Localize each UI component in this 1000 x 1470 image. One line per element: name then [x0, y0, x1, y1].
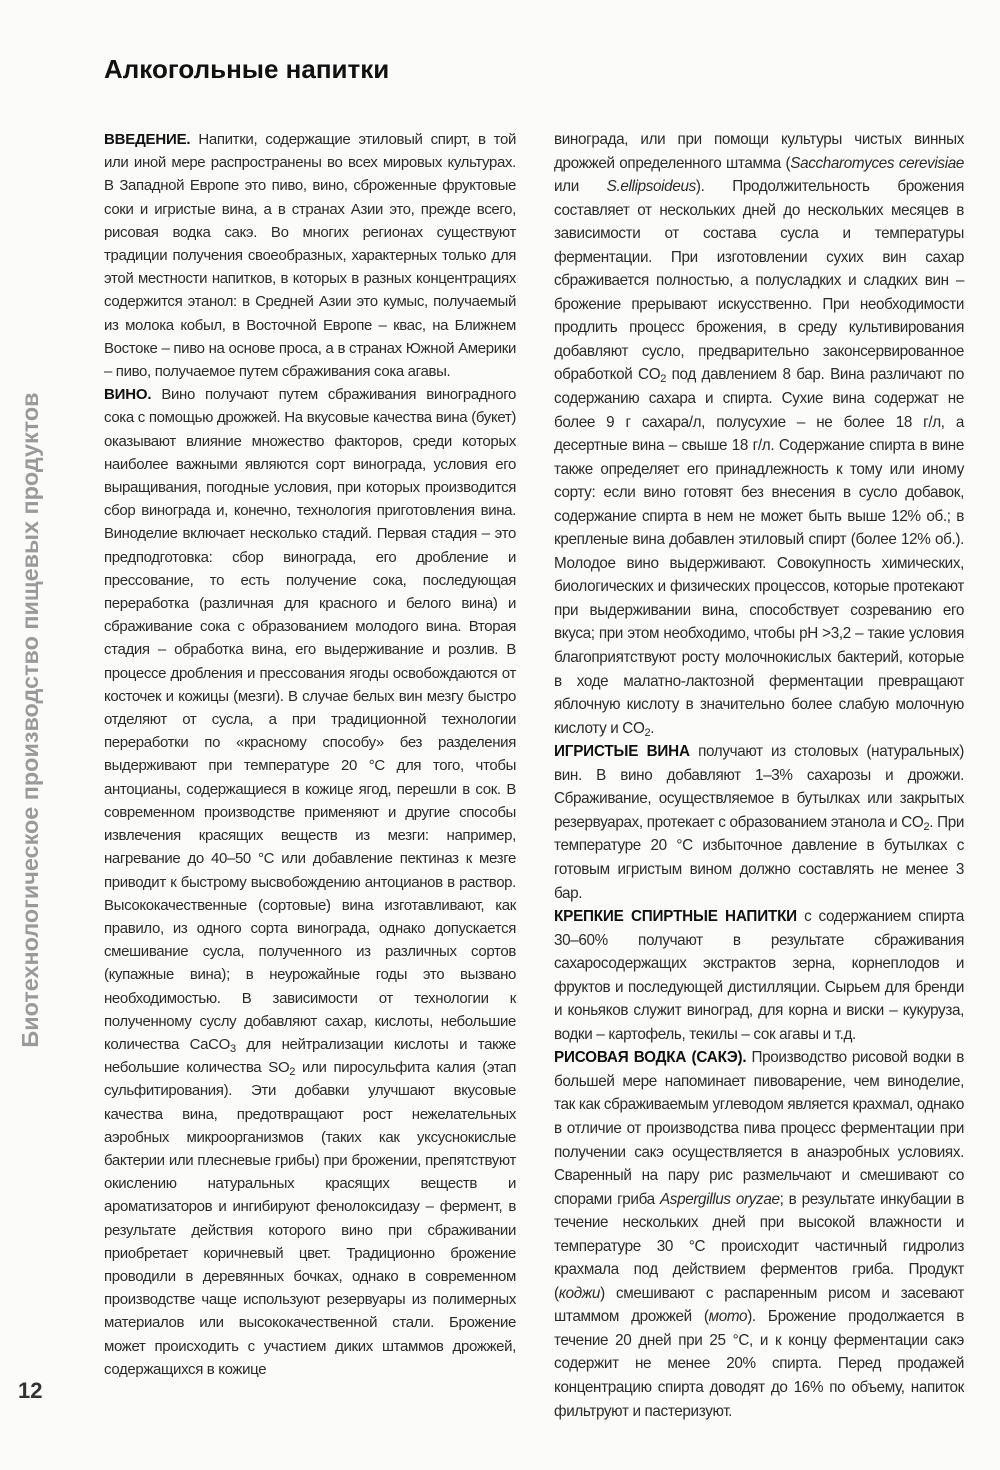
paragraph-sake: [554, 1046, 964, 1423]
term-italic: мото: [708, 1308, 748, 1326]
paragraph-sparkling-wine: [554, 740, 964, 905]
paragraph-spirits: [554, 905, 964, 1046]
subscript: 2: [644, 726, 651, 739]
subscript: 2: [660, 373, 666, 386]
section-keyword: РИСОВАЯ ВОДКА (САКЭ).: [554, 1049, 747, 1067]
paragraph-text: Производство рисовой водки в большей мере напоминает пивоварение, чем виноделие, так как сбраживаемым углеводом является крахмал, однако в отличие от производства пива процесс ферментации при получении сакэ осуществляется в анаэробных условиях. Сваренный на пару рис размельчают и смешивают со спорами гриба: [554, 1049, 965, 1208]
paragraph-wine: [104, 383, 516, 1381]
section-keyword: ИГРИСТЫЕ ВИНА: [554, 743, 690, 761]
paragraph-wine-continued: [554, 128, 964, 740]
paragraph-text: или пиросульфита калия (этап сульфитирования). Эти добавки улучшают вкусовые качества вина, предотвращают рост нежелательных аэробных микроорганизмов (таких как уксуснокислые бактерии или плесневые грибы) при брожении, препятствуют окислению натуральных красящих веществ и ароматизаторов и ингибируют фенолоксидазу – фермент, в результате действия которого вино при сбраживании приобретает коричневый цвет. Традиционно брожение проводили в деревянных бочках, однако в современном производстве чаще используют резервуары из полимерных материалов или высококачественной стали. Брожение может происходить с участием диких штаммов дрожжей, содержащихся в кожице: [104, 1059, 516, 1378]
running-head-vertical: Биотехнологическое производство пищевых продуктов: [17, 392, 43, 1048]
paragraph-text: для нейтрализации кислоты и также небольшие количества SO: [104, 1035, 516, 1077]
text-column-left: [104, 128, 516, 1381]
text-column-right: [554, 128, 964, 1423]
paragraph-text: получают из столовых (натуральных) вин. В вино добавляют 1–3% сахарозы и дрожжи. Сбраживание, осуществляемое в бутылках или закрытых резервуарах, протекает с образованием этанола и CO: [554, 743, 964, 831]
section-keyword: ВИНО.: [104, 386, 152, 404]
paragraph-text: с содержанием спирта 30–60% получают в результате сбраживания сахаросодержащих экстрактов зерна, корнеплодов и фруктов и последующей дистилляции. Сырьем для бренди и коньяков служит виноград, для корна и виски – кукуруза, водки – картофель, текилы – сок агавы и т.д.: [554, 908, 964, 1043]
subscript: 2: [923, 820, 930, 833]
paragraph-introduction: [104, 128, 516, 383]
paragraph-text: ; в результате инкубации в течение нескольких дней при высокой влажности и температуре 30 °C происходит частичный гидролиз крахмала под действием ферментов гриба. Продукт (: [554, 1190, 964, 1302]
paragraph-text: ) смешивают с распаренным рисом и засевают штаммом дрожжей (: [554, 1284, 964, 1326]
page-title: Алкогольные напитки: [104, 54, 390, 84]
paragraph-text: .: [650, 719, 655, 737]
species-name: Saccharomyces cerevisiae: [790, 154, 964, 172]
paragraph-text: или: [554, 178, 607, 196]
paragraph-text: Напитки, содержащие этиловый спирт, в той или иной мере распространены во всех мировых культурах. В Западной Европе это пиво, вино, сброженные фруктовые соки и игристые вина, а в странах Азии это, прежде всего, рисовая водка сакэ. Во многих регионах существуют традиции получения своеобразных, характерных только для этой местности напитков, в которых в разных концентрациях содержится этанол: в Средней Азии это кумыс, получаемый из молока кобыл, в Восточной Европе – квас, на Ближнем Востоке – пиво на основе проса, а в странах Южной Америки – пиво, получаемое путем сбраживания сока агавы.: [104, 131, 516, 381]
species-name: Aspergillus oryzae: [659, 1190, 780, 1208]
section-keyword: ВВЕДЕНИЕ.: [104, 131, 191, 148]
paragraph-text: Вино получают путем сбраживания виноградного сока с помощью дрожжей. На вкусовые качества вина (букет) оказывают влияние множество факторов, среди которых наиболее важными являются сорт винограда, условия его выращивания, погодные условия, при которых производится сбор винограда и, конечно, технология приготовления вина. Виноделие включает несколько стадий. Первая стадия – это предподготовка: сбор винограда, его дробление и прессование, то есть получение сока, последующая переработка (различная для красного и белого вина) и сбраживание сока с образованием молодого вина. Вторая стадия – обработка вина, его выдерживание и розлив. В процессе дробления и прессования ягоды освобождаются от косточек и кожицы (мезги). В случае белых вин мезгу быстро отделяют от сусла, а при традиционной технологии переработки по «красному способу» без разделения выдерживают при температуре 20 °C для того, чтобы антоцианы, содержащиеся в кожице ягод, перешли в сок. В современном производстве применяют и другие способы извлечения красящих веществ из мезги: например, нагревание до 40–50 °C или добавление пектиназ к мезге приводит к быстрому высвобождению антоцианов в раствор. Высококачественные (сортовые) вина изготавливают, как правило, из одного сорта винограда, однако допускается смешивание сусла, полученного из различных сортов (купажные вина); в неурожайные годы это вызвано необходимостью. В зависимости от технологии к полученному суслу добавляют сахар, кислоты, небольшие количества CaCO: [104, 386, 516, 1053]
subscript: 3: [229, 1042, 236, 1055]
page-number: 12: [18, 1378, 43, 1403]
paragraph-text: под давлением 8 бар. Вина различают по содержанию сахара и спирта. Сухие вина содержат не более 9 г сахара/л, полусухие – не более 18 г/л, а десертные вина – свыше 18 г/л. Содержание спирта в вине также определяет его принадлежность к тому или иному сорту: если вино готовят без внесения в сусло добавок, содержание спирта в нем не может быть выше 12% об.; в крепленые вина добавлен этиловый спирт (более 12% об.). Молодое вино выдерживают. Совокупность химических, биологических и физических процессов, которые протекают при выдерживании вина, способствует созреванию его вкуса; при этом необходимо, чтобы pH >3,2 – такие условия благоприятствуют росту молочнокислых бактерий, которые в ходе малатно-лактозной ферментации превращают яблочную кислоту в значительно более слабую молочную кислоту и CO: [554, 366, 965, 737]
paragraph-text: ). Брожение продолжается в течение 20 дней при 25 °C, и к концу ферментации сакэ содержит не менее 20% спирта. Перед продажей концентрацию спирта доводят до 16% по объему, напиток фильтруют и пастеризуют.: [554, 1308, 964, 1420]
paragraph-text: ). Продолжительность брожения составляет от нескольких дней до нескольких месяцев в зависимости от состава сусла и температуры ферментации. При изготовлении сухих вин сахар сбраживается полностью, а полусладких и сладких вин – брожение прерывают искусственно. При необходимости продлить процесс брожения, в среду культивирования добавляют сусло, предварительно законсервированное обработкой CO: [554, 178, 964, 384]
paragraph-text: . При температуре 20 °C избыточное давление в бутылках с готовым игристым вином должно составлять не менее 3 бар.: [554, 813, 965, 902]
paragraph-text: винограда, или при помощи культуры чистых винных дрожжей определенного штамма (: [554, 131, 964, 172]
species-name: S.ellipsoideus: [606, 178, 696, 196]
term-italic: коджи: [558, 1284, 601, 1302]
subscript: 2: [289, 1066, 296, 1079]
section-keyword: КРЕПКИЕ СПИРТНЫЕ НАПИТКИ: [554, 908, 797, 926]
